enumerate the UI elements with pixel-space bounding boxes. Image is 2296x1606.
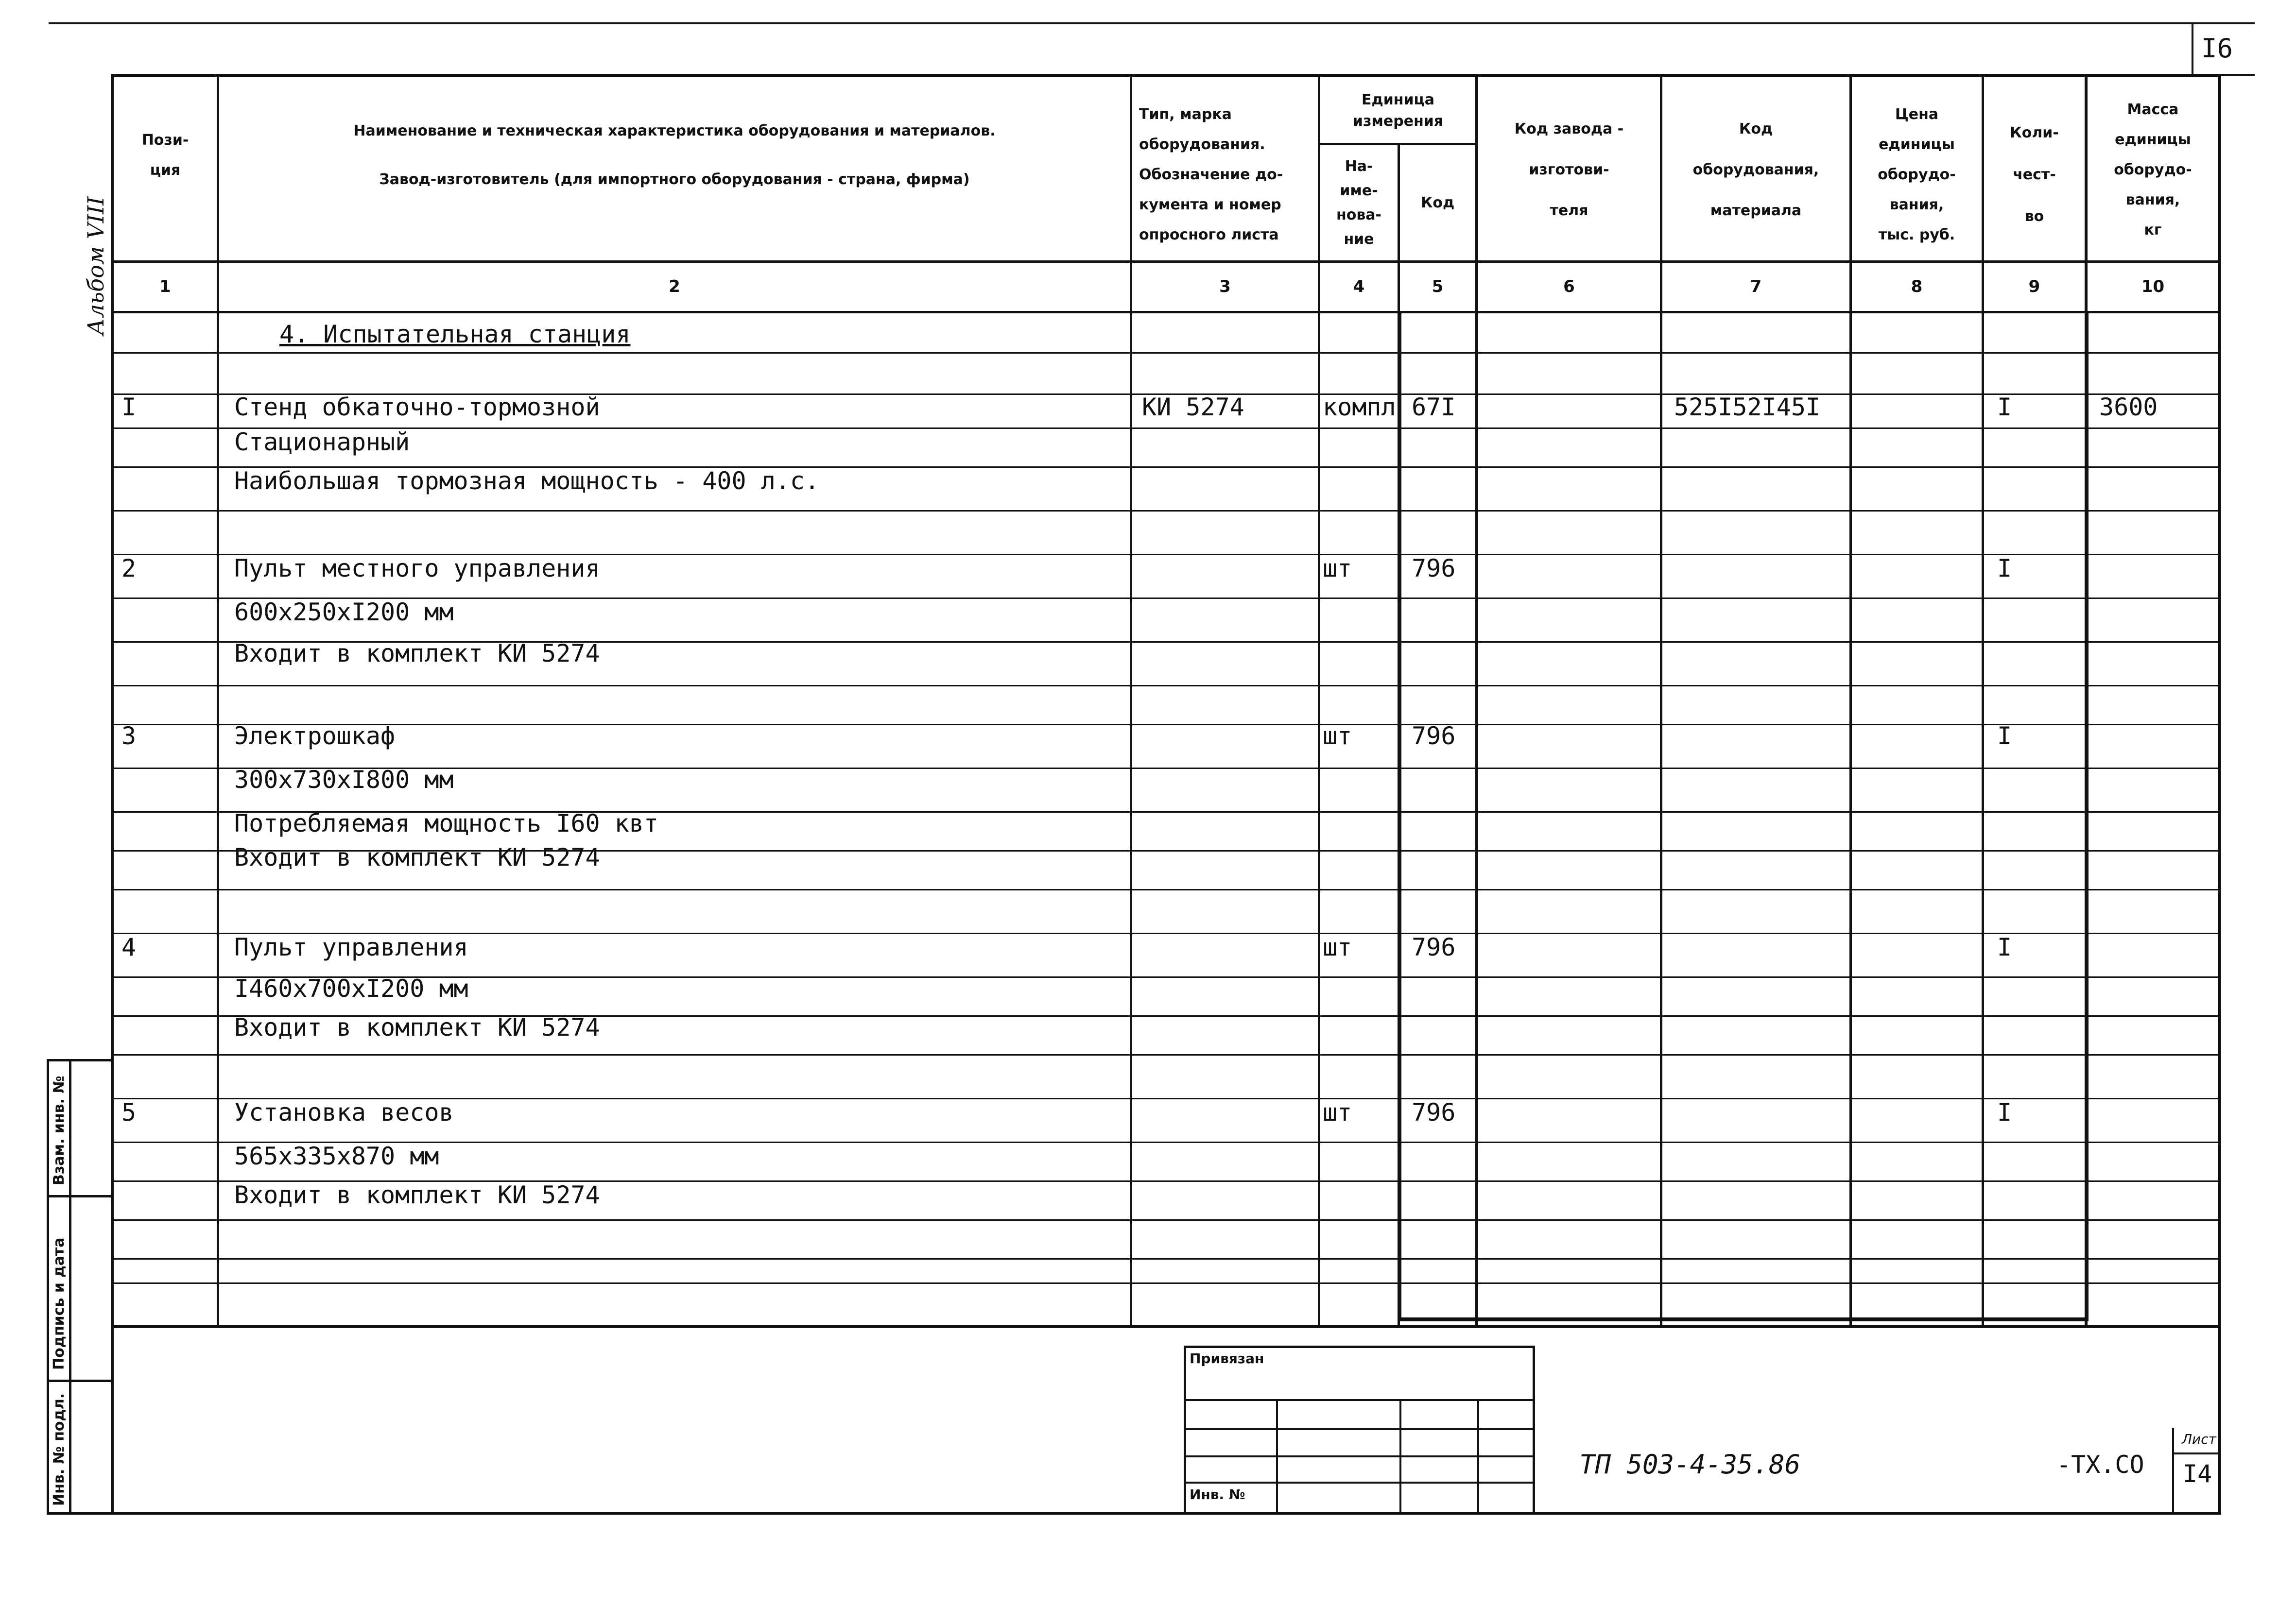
cell-qty: I — [1997, 1098, 2012, 1127]
cell-name: I460х700хI200 мм — [234, 974, 468, 1003]
header-col5: Код — [1420, 194, 1455, 211]
row-separator — [111, 724, 2221, 725]
colnum-5: 5 — [1432, 277, 1444, 296]
side-sign-date: Подпись и дата — [51, 1237, 68, 1370]
cell-name: Потребляемая мощность I60 квт — [234, 809, 658, 837]
stamp-attached: Привязан — [1190, 1350, 1264, 1367]
bottom-stamp-r2 — [1184, 1428, 1535, 1430]
table-bottom-line — [111, 1325, 2221, 1328]
colnum-2: 2 — [669, 277, 680, 296]
cell-name: Входит в комплект КИ 5274 — [234, 1181, 600, 1209]
cell-pos: 3 — [121, 722, 137, 750]
top-border-line — [49, 22, 2255, 24]
bottom-stamp-right — [1533, 1346, 1535, 1515]
side-stamp-div1 — [47, 1195, 113, 1197]
cell-name: Наибольшая тормозная мощность - 400 л.с. — [234, 467, 820, 495]
colnum-4: 4 — [1353, 277, 1365, 296]
cell-code: 796 — [1412, 933, 1456, 961]
header-col2: Наименование и техническая характеристика оборудования и материалов. Завод-изготовитель (для импортного оборудования - страна, фирма) — [353, 122, 996, 188]
col-line-2 — [1130, 74, 1132, 1327]
sheet-number: I4 — [2183, 1460, 2212, 1488]
cell-pos: 2 — [121, 554, 137, 582]
row-separator — [111, 1054, 2221, 1056]
doc-suffix: -ТХ.СО — [2056, 1451, 2144, 1479]
header-col10: Масса единицы оборудо- вания, кг — [2114, 101, 2192, 239]
colnum-6: 6 — [1563, 277, 1575, 296]
cell-type: КИ 5274 — [1142, 393, 1244, 421]
row-separator — [111, 510, 2221, 512]
unit-group-line — [1318, 143, 1477, 145]
col-line-1 — [217, 74, 219, 1327]
block-left-thick — [1398, 313, 1401, 1321]
bottom-stamp-left — [1184, 1346, 1186, 1515]
col-line-10 — [2218, 74, 2221, 1515]
cell-pos: I — [121, 393, 137, 421]
colnum-10: 10 — [2141, 277, 2165, 296]
colnum-9: 9 — [2028, 277, 2040, 296]
row-separator — [111, 352, 2221, 354]
table-top-line — [111, 74, 2221, 77]
sheet-cell-div — [2172, 1452, 2221, 1454]
cell-name: 600х250хI200 мм — [234, 598, 454, 626]
cell-unit: шт — [1323, 554, 1352, 582]
cell-code: 67I — [1412, 393, 1456, 421]
doc-code: ТП 503-4-35.86 — [1579, 1449, 1801, 1480]
header-col4: На- име- нова- ние — [1336, 157, 1382, 248]
cell-name: Пульт местного управления — [234, 554, 600, 582]
row-separator — [111, 1258, 2221, 1260]
cell-name: Пульт управления — [234, 933, 468, 961]
bottom-stamp-r4 — [1184, 1482, 1535, 1484]
cell-qty: I — [1997, 933, 2012, 961]
cell-equip-code: 525I52I45I — [1674, 393, 1821, 421]
sheet-box-left — [2192, 22, 2193, 76]
header-col6: Код завода - изготови- теля — [1514, 120, 1624, 219]
cell-name: Входит в комплект КИ 5274 — [234, 1013, 600, 1042]
block-bottom-thick — [1398, 1317, 2089, 1321]
cell-code: 796 — [1412, 722, 1456, 750]
cell-name: Стенд обкаточно-тормозной — [234, 393, 600, 421]
cell-pos: 4 — [121, 933, 137, 961]
bottom-stamp-c1 — [1276, 1399, 1278, 1515]
colnum-bottom-line — [111, 311, 2221, 313]
cell-name: 300х730хI800 мм — [234, 766, 454, 794]
header-col3: Тип, марка оборудования. Обозначение до- кумента и номер опросного листа — [1139, 106, 1283, 243]
cell-name: Входит в комплект КИ 5274 — [234, 843, 600, 871]
sheet-cell-left — [2172, 1428, 2174, 1515]
cell-code: 796 — [1412, 1098, 1456, 1127]
cell-unit: шт — [1323, 722, 1352, 750]
row-separator — [111, 685, 2221, 686]
row-separator — [111, 1219, 2221, 1221]
side-stamp-left — [47, 1059, 49, 1515]
page-bottom-line — [47, 1512, 2221, 1515]
header-col8: Цена единицы оборудо- вания, тыс. руб. — [1878, 106, 1956, 243]
row-separator — [111, 427, 2221, 429]
top-sheet-number: I6 — [2201, 33, 2233, 64]
cell-unit: шт — [1323, 1098, 1352, 1127]
bottom-stamp-top — [1184, 1346, 1535, 1348]
bottom-stamp-c3 — [1477, 1399, 1479, 1515]
sheet-label: Лист — [2182, 1431, 2216, 1447]
stamp-inv-no: Инв. № — [1190, 1486, 1245, 1503]
side-stamp-right — [69, 1059, 71, 1515]
cell-code: 796 — [1412, 554, 1456, 582]
bottom-stamp-r3 — [1184, 1455, 1535, 1457]
colnum-3: 3 — [1219, 277, 1231, 296]
cell-unit: компл — [1323, 393, 1396, 421]
bottom-stamp-r1 — [1184, 1399, 1535, 1401]
header-col9: Коли- чест- во — [2010, 124, 2059, 225]
cell-pos: 5 — [121, 1098, 137, 1127]
side-stamp-top — [47, 1059, 113, 1061]
header-col1: Пози- ция — [141, 132, 189, 179]
col-line-7 — [1849, 74, 1852, 1327]
cell-name: Входит в комплект КИ 5274 — [234, 639, 600, 667]
section-title: 4. Испытательная станция — [279, 320, 631, 348]
bottom-stamp-c2 — [1399, 1399, 1401, 1515]
cell-name: Установка весов — [234, 1098, 454, 1127]
colnum-7: 7 — [1750, 277, 1762, 296]
col-line-8 — [1982, 74, 1984, 1327]
cell-name: Электрошкаф — [234, 722, 396, 750]
header-col7: Код оборудования, материала — [1692, 120, 1819, 219]
cell-qty: I — [1997, 554, 2012, 582]
cell-unit: шт — [1323, 933, 1352, 961]
side-replace-inv: Взам. инв. № — [51, 1076, 68, 1185]
side-inv-orig: Инв. № подл. — [51, 1393, 68, 1506]
cell-name: Стационарный — [234, 428, 410, 456]
cell-mass: 3600 — [2099, 393, 2158, 421]
col-line-5 — [1475, 74, 1478, 1327]
colnum-8: 8 — [1911, 277, 1923, 296]
col-line-6 — [1660, 74, 1662, 1327]
row-separator — [111, 1282, 2221, 1284]
album-label: Альбом VIII — [83, 196, 109, 335]
header-unit-group: Единица измерения — [1352, 91, 1444, 130]
block-right-thick — [2085, 313, 2089, 1321]
cell-name: 565х335х870 мм — [234, 1142, 439, 1170]
col-line-3 — [1318, 74, 1320, 1327]
cell-qty: I — [1997, 722, 2012, 750]
row-separator — [111, 889, 2221, 890]
side-stamp-div2 — [47, 1380, 113, 1382]
colnum-1: 1 — [159, 277, 171, 296]
cell-qty: I — [1997, 393, 2012, 421]
